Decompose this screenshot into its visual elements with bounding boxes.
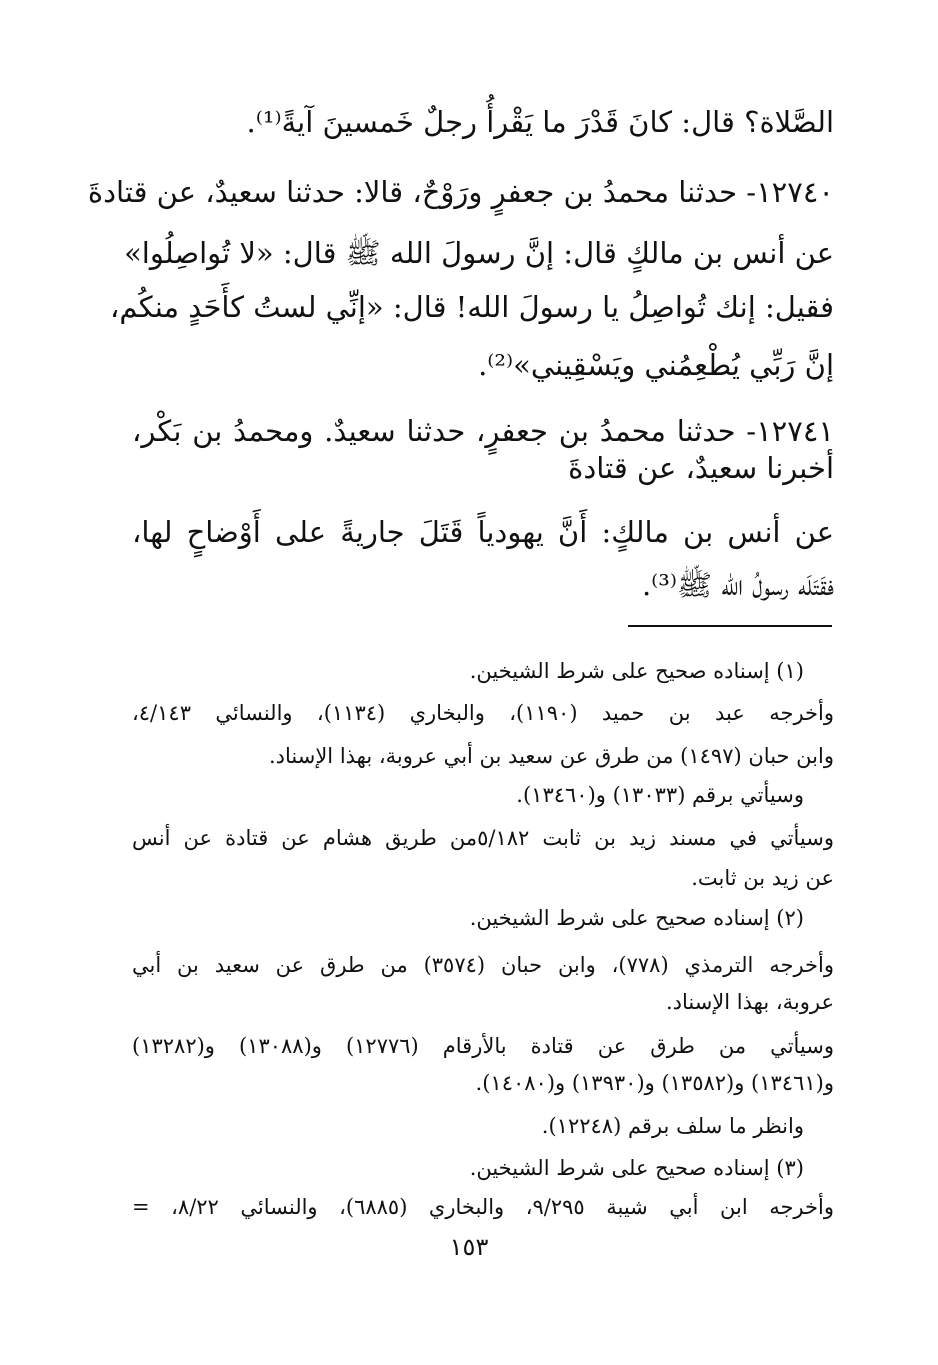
main-text-line: ١٢٧٤٠- حدثنا محمدُ بن جعفرٍ ورَوْحٌ، قالا: حدثنا سعيدٌ، عن قتادةَ <box>87 175 834 209</box>
footnote-line: وسيأتي من طرق عن قتادة بالأرقام (١٢٧٧٦) و(١٣٠٨٨) و(١٣٢٨٢) <box>132 1034 835 1058</box>
footnote-line: وأخرجه عبد بن حميد (١١٩٠)، والبخاري (١١٣٤)، والنسائي ٤/١٤٣، <box>132 701 834 725</box>
page-number: ١٥٣ <box>449 1233 489 1261</box>
footnote-line: وأخرجه الترمذي (٧٧٨)، وابن حبان (٣٥٧٤) من طرق عن سعيد بن أبي <box>132 953 834 977</box>
footnote-line: وسيأتي في مسند زيد بن ثابت ٥/١٨٢من طريق هشام عن قتادة عن أنس <box>132 826 834 850</box>
main-text-line: الصَّلاة؟ قال: كانَ قَدْرَ ما يَقْرأُ رجلٌ خَمسينَ آيةً⁽¹⁾. <box>246 105 834 139</box>
footnote-line: (٢) إسناده صحيح على شرط الشيخين. <box>469 906 804 930</box>
main-text-line: ١٢٧٤١- حدثنا محمدُ بن جعفرٍ، حدثنا سعيدٌ. ومحمدُ بن بَكْر، <box>132 414 834 448</box>
footnote-separator <box>628 625 832 627</box>
footnote-line: عن زيد بن ثابت. <box>691 866 834 890</box>
main-text-line: عن أنس بن مالكٍ: أَنَّ يهودياً قَتَلَ جاريةً على أَوْضاحٍ لها، <box>132 515 835 549</box>
footnote-line: وابن حبان (١٤٩٧) من طرق عن سعيد بن أبي عروبة، بهذا الإسناد. <box>268 744 834 768</box>
footnote-line: (١) إسناده صحيح على شرط الشيخين. <box>469 659 804 683</box>
footnote-line: وسيأتي برقم (١٣٠٣٣) و(١٣٤٦٠). <box>516 783 804 807</box>
main-text-line: أخبرنا سعيدٌ، عن قتادةَ <box>568 451 834 485</box>
footnote-line: و(١٣٤٦١) و(١٣٥٨٢) و(١٣٩٣٠) و(١٤٠٨٠). <box>475 1071 834 1095</box>
footnote-line: وأخرجه ابن أبي شيبة ٩/٢٩٥، والبخاري (٦٨٨٥)، والنسائي ٨/٢٢، = <box>132 1195 834 1219</box>
main-text-line: إنَّ رَبِّي يُطْعِمُني ويَسْقِيني»⁽²⁾. <box>478 348 834 382</box>
footnote-line: (٣) إسناده صحيح على شرط الشيخين. <box>469 1156 804 1180</box>
main-text-line: فقَتَلَه رسولُ الله ﷺ⁽³⁾. <box>641 568 834 602</box>
footnote-line: وانظر ما سلف برقم (١٢٢٤٨). <box>541 1114 804 1138</box>
main-text-line: فقيل: إنك تُواصِلُ يا رسولَ الله! قال: «إنِّي لستُ كأَحَدٍ منكُم، <box>110 290 834 324</box>
main-text-line: عن أنس بن مالكٍ قال: إنَّ رسولَ الله ﷺ قال: «لا تُواصِلُوا» <box>124 236 834 270</box>
footnote-line: عروبة، بهذا الإسناد. <box>665 990 834 1014</box>
